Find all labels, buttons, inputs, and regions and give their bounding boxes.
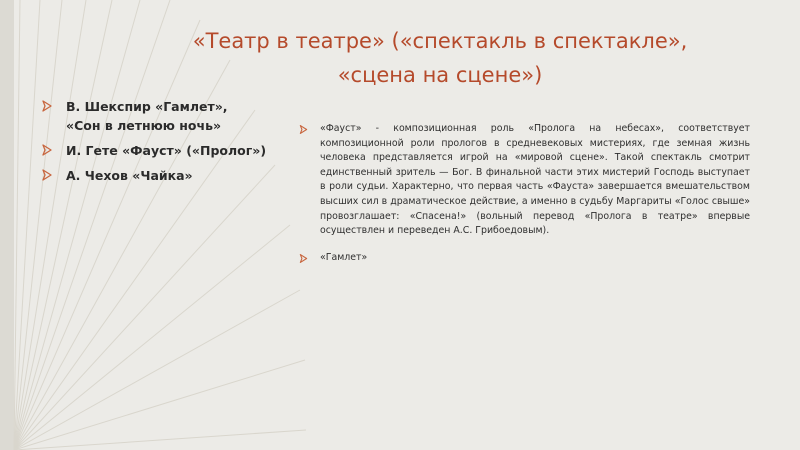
list-item-line-1: В. Шекспир «Гамлет», [66,99,228,114]
list-item-line-2: «Сон в летнюю ночь» [66,118,222,133]
list-item-text: И. Гете «Фауст» («Пролог») [66,143,267,158]
left-bullet-list [40,97,310,191]
slide-title [120,24,760,92]
faust-paragraph: «Фауст» - композиционная роль «Пролога на небесах», соответствует композиционной роли прологов в средневековых мистериях, где земная жизнь человека представляется игрой на «мировой сцене». Такой спектакль смотрит единственный зритель — Бог. В финальной части этих мистерий Господь выступает в роли судьи. Характерно, что первая часть «Фауста» завершается вмешательством высших сил в драматическое действие, а именно в судьбу Маргариты «Голос свыше» провозглашает: «Спасена!» (вольный перевод «Пролога в театре» впервые осуществлен и переведен А.С. Грибоедовым). [320,123,750,237]
hollow-arrow-bullet-icon [298,253,309,264]
hamlet-item: «Гамлет» [320,251,368,263]
list-item [298,122,750,239]
list-item [298,251,750,266]
list-item [40,166,310,185]
list-item-text: А. Чехов «Чайка» [66,168,193,183]
slide-title-line-1: «Театр в театре» («спектакль в спектакле», [192,29,688,53]
hollow-arrow-bullet-icon [40,99,54,113]
hollow-arrow-bullet-icon [298,124,309,135]
hollow-arrow-bullet-icon [40,143,54,157]
hollow-arrow-bullet-icon [40,168,54,182]
list-item [40,97,310,135]
list-item [40,141,310,160]
right-bullet-list [298,122,750,277]
slide-title-line-2: «сцена на сцене») [337,63,543,87]
